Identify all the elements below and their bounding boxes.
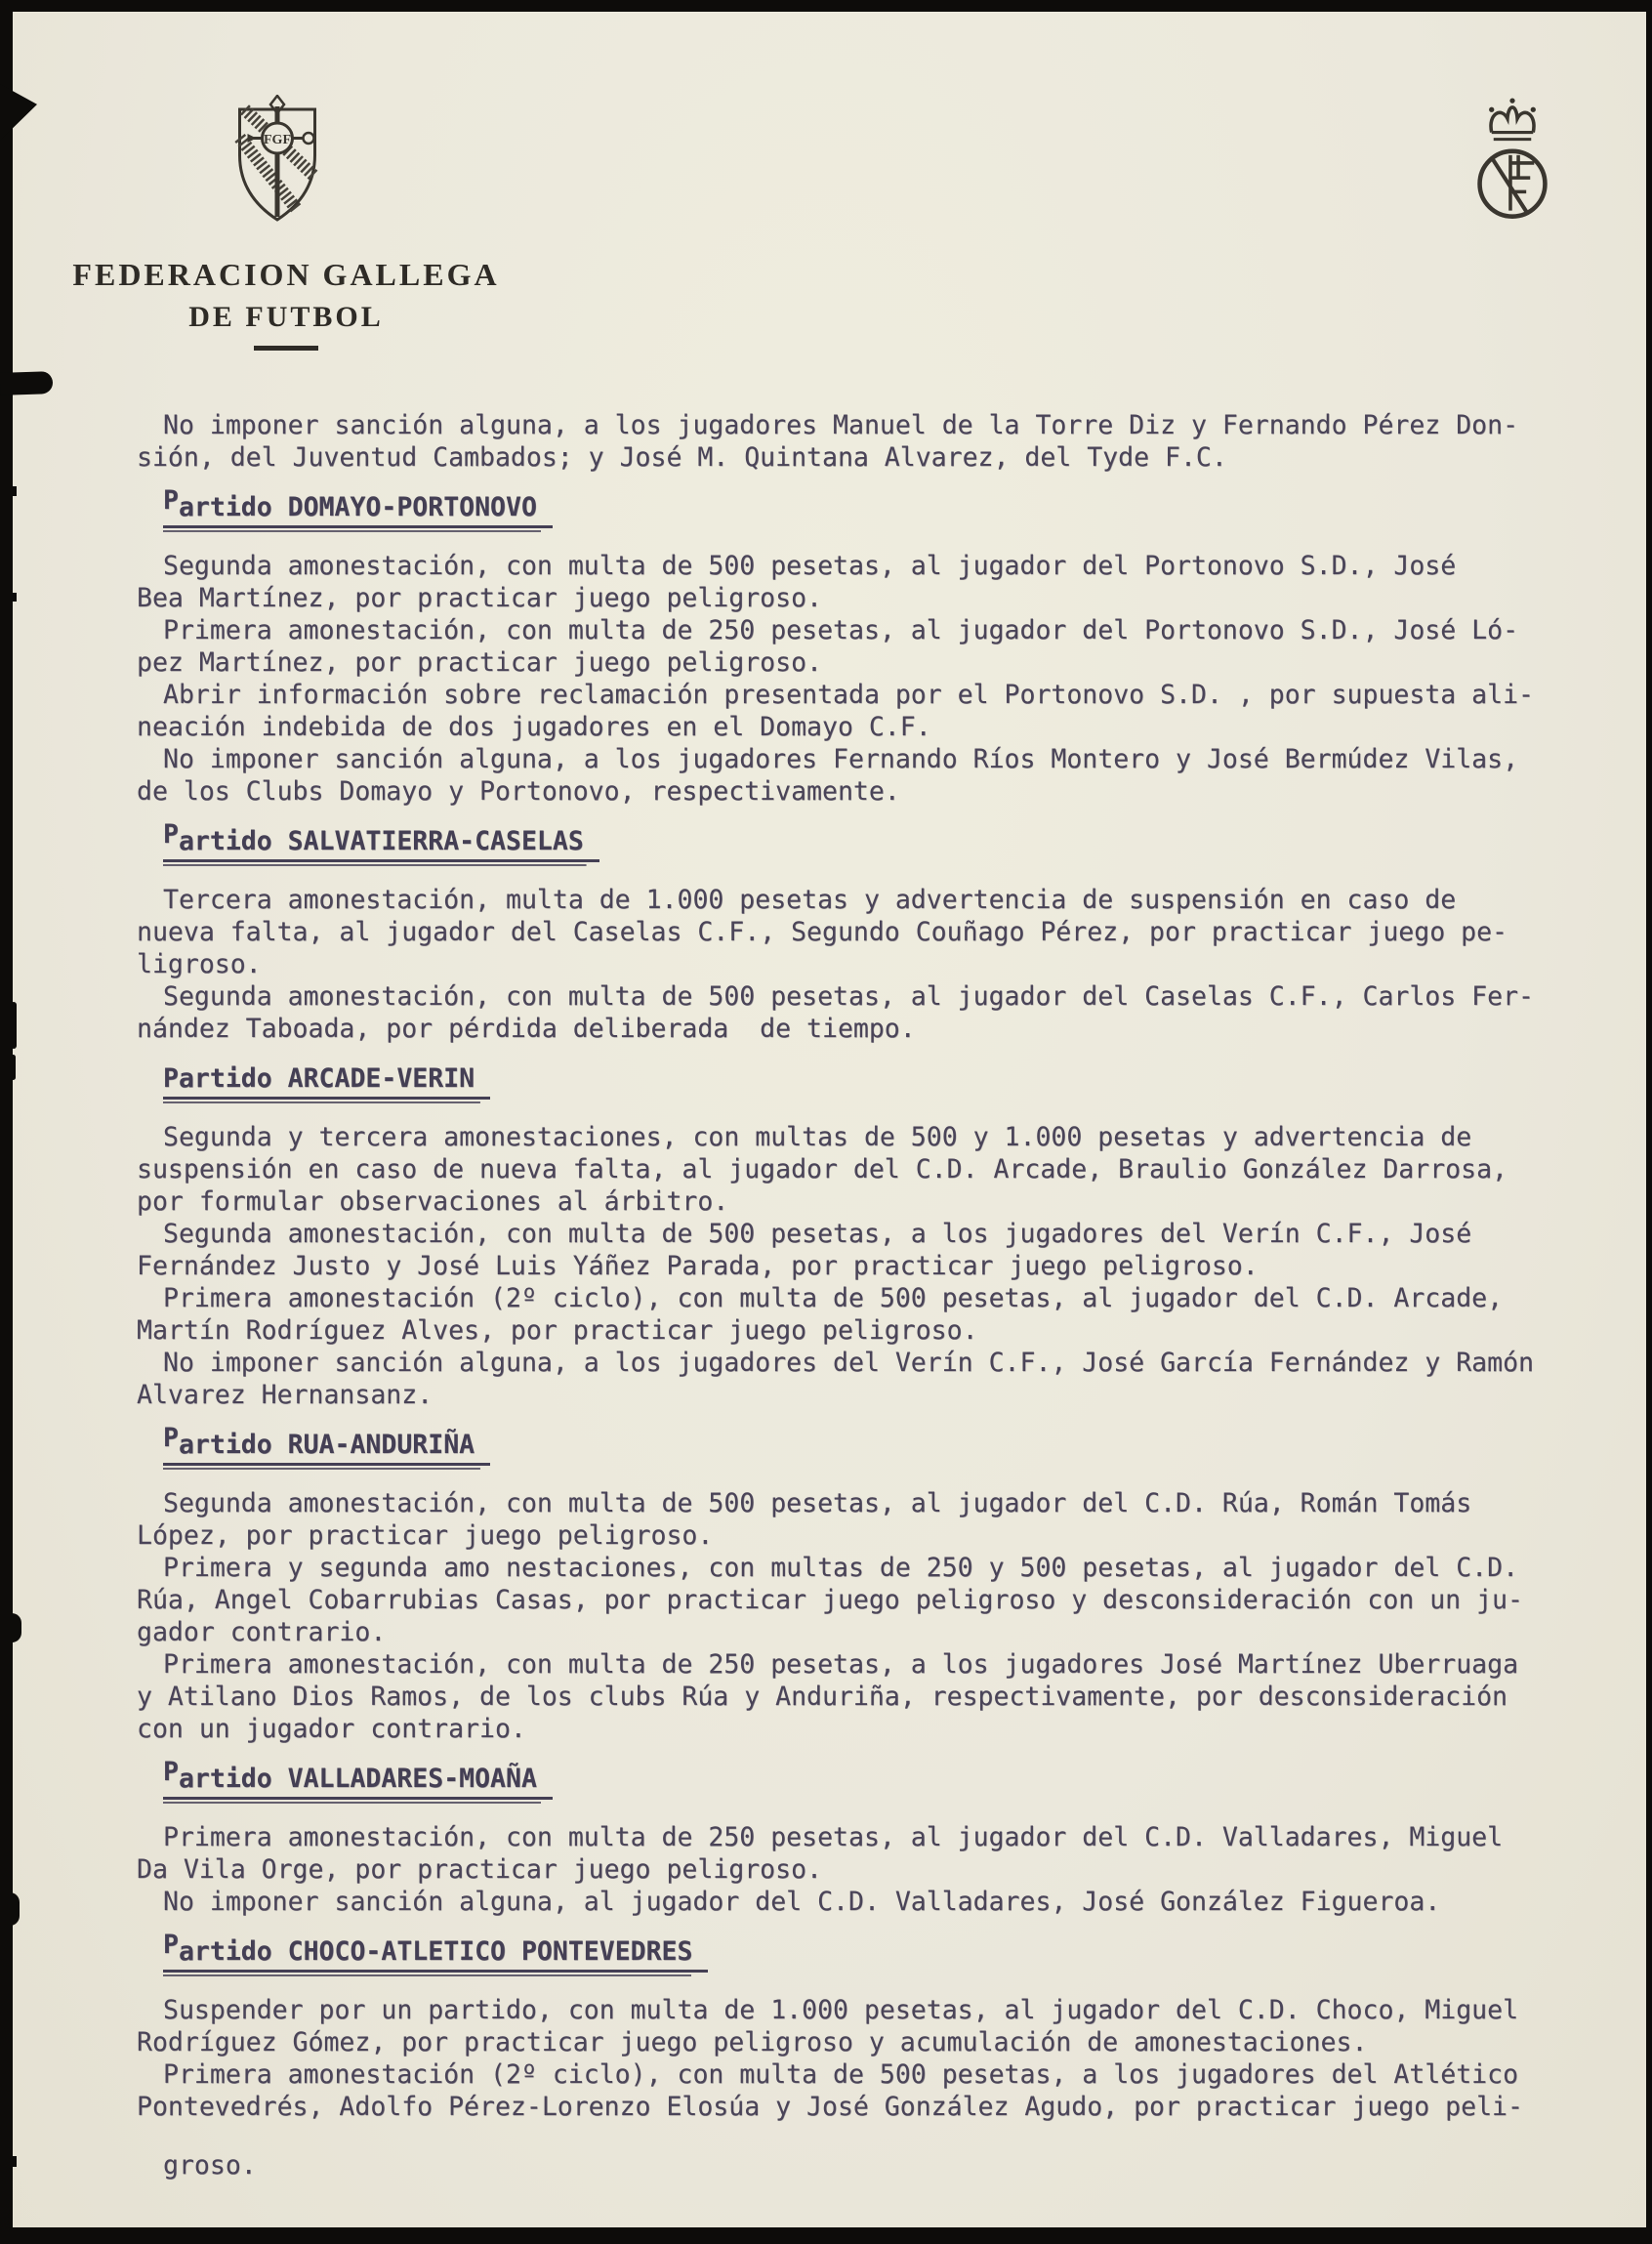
text-line: neación indebida de dos jugadores en el Domayo C.F.	[137, 712, 931, 742]
text-line: Segunda amonestación, con multa de 500 pesetas, a los jugadores del Verín C.F., José	[163, 1219, 1472, 1249]
text-line: Primera amonestación (2º ciclo), con multa de 500 pesetas, al jugador del C.D. Arcade,	[163, 1283, 1504, 1313]
text-line: con un jugador contrario.	[137, 1714, 526, 1744]
text-line: No imponer sanción alguna, a los jugadores del Verín C.F., José García Fernández y Ramón	[163, 1348, 1534, 1378]
text-line: Tercera amonestación, multa de 1.000 pesetas y advertencia de suspensión en caso de	[163, 885, 1457, 915]
text-line: pez Martínez, por practicar juego peligroso.	[137, 647, 822, 678]
text-line: No imponer sanción alguna, a los jugadores Fernando Ríos Montero y José Bermúdez Vilas,	[163, 744, 1519, 774]
text-line: Suspender por un partido, con multa de 1.000 pesetas, al jugador del C.D. Choco, Miguel	[163, 1995, 1519, 2025]
text-line: gador contrario.	[137, 1617, 387, 1647]
text-line: Primera amonestación (2º ciclo), con multa de 500 pesetas, a los jugadores del Atlético	[163, 2059, 1519, 2090]
scan-edge-bottom	[0, 2227, 1652, 2244]
text-line: Rúa, Angel Cobarrubias Casas, por practicar juego peligroso y desconsideración con un ju-	[137, 1585, 1523, 1615]
text-line: Pontevedrés, Adolfo Pérez-Lorenzo Elosúa y José González Agudo, por practicar juego peli-	[137, 2092, 1523, 2122]
section-heading: Partido VALLADARES-MOAÑA	[137, 1763, 1564, 1804]
text-line: Primera y segunda amo nestaciones, con multas de 250 y 500 pesetas, al jugador del C.D.	[163, 1553, 1519, 1583]
text-line: Rodríguez Gómez, por practicar juego peligroso y acumulación de amonestaciones.	[137, 2027, 1368, 2057]
text-line: por formular observaciones al árbitro.	[137, 1186, 729, 1217]
text-line: nández Taboada, por pérdida deliberada de tiempo.	[137, 1014, 916, 1044]
text-line: Fernández Justo y José Luis Yáñez Parada, por practicar juego peligroso.	[137, 1251, 1259, 1281]
text-line: Segunda amonestación, con multa de 500 pesetas, al jugador del Portonovo S.D., José	[163, 551, 1457, 581]
text-line: y Atilano Dios Ramos, de los clubs Rúa y Anduriña, respectivamente, por desconsideración	[137, 1682, 1507, 1712]
text-line: nueva falta, al jugador del Caselas C.F., Segundo Couñago Pérez, por practicar juego pe-	[137, 917, 1507, 947]
section-heading: Partido DOMAYO-PORTONOVO	[137, 491, 1564, 532]
text-line: ligroso.	[137, 949, 262, 979]
text-line: No imponer sanción alguna, a los jugadores Manuel de la Torre Diz y Fernando Pérez Don-	[163, 410, 1519, 440]
text-line: Alvarez Hernansanz.	[137, 1380, 434, 1410]
section-heading: Partido SALVATIERRA-CASELAS	[137, 825, 1564, 866]
text-line: López, por practicar juego peligroso.	[137, 1520, 714, 1551]
text-line: de los Clubs Domayo y Portonovo, respectivamente.	[137, 776, 900, 807]
text-line: Abrir información sobre reclamación presentada por el Portonovo S.D. , por supuesta ali-	[163, 680, 1534, 710]
text-line: Primera amonestación, con multa de 250 pesetas, a los jugadores José Martínez Uberruaga	[163, 1649, 1519, 1680]
text-line: Segunda amonestación, con multa de 500 pesetas, al jugador del C.D. Rúa, Román Tomás	[163, 1488, 1472, 1518]
org-name-line2: DE FUTBOL	[188, 301, 384, 333]
text-line: Martín Rodríguez Alves, por practicar juego peligroso.	[137, 1315, 978, 1346]
text-line: sión, del Juventud Cambados; y José M. Quintana Alvarez, del Tyde F.C.	[137, 442, 1227, 473]
text-line: Bea Martínez, por practicar juego peligroso.	[137, 583, 822, 613]
section-heading: Partido ARCADE-VERIN	[137, 1062, 1564, 1103]
text-line: Primera amonestación, con multa de 250 pesetas, al jugador del Portonovo S.D., José Ló-	[163, 615, 1519, 645]
shield-monogram: FGF	[264, 133, 291, 147]
section-heading: Partido CHOCO-ATLETICO PONTEVEDRES	[137, 1935, 1564, 1976]
text-line: Segunda y tercera amonestaciones, con multas de 500 y 1.000 pesetas y advertencia de	[163, 1122, 1472, 1152]
text-line: groso.	[163, 2150, 257, 2181]
org-name-line1: FEDERACION GALLEGA	[72, 257, 500, 292]
text-line: suspensión en caso de nueva falta, al jugador del C.D. Arcade, Braulio González Darrosa,	[137, 1154, 1507, 1184]
text-line: Segunda amonestación, con multa de 500 pesetas, al jugador del Caselas C.F., Carlos Fer-	[163, 981, 1534, 1012]
section-heading: Partido RUA-ANDURIÑA	[137, 1429, 1564, 1470]
text-line: Da Vila Orge, por practicar juego peligroso.	[137, 1854, 822, 1885]
text-line: No imponer sanción alguna, al jugador del C.D. Valladares, José González Figueroa.	[163, 1887, 1441, 1917]
text-line: Primera amonestación, con multa de 250 pesetas, al jugador del C.D. Valladares, Miguel	[163, 1822, 1504, 1852]
